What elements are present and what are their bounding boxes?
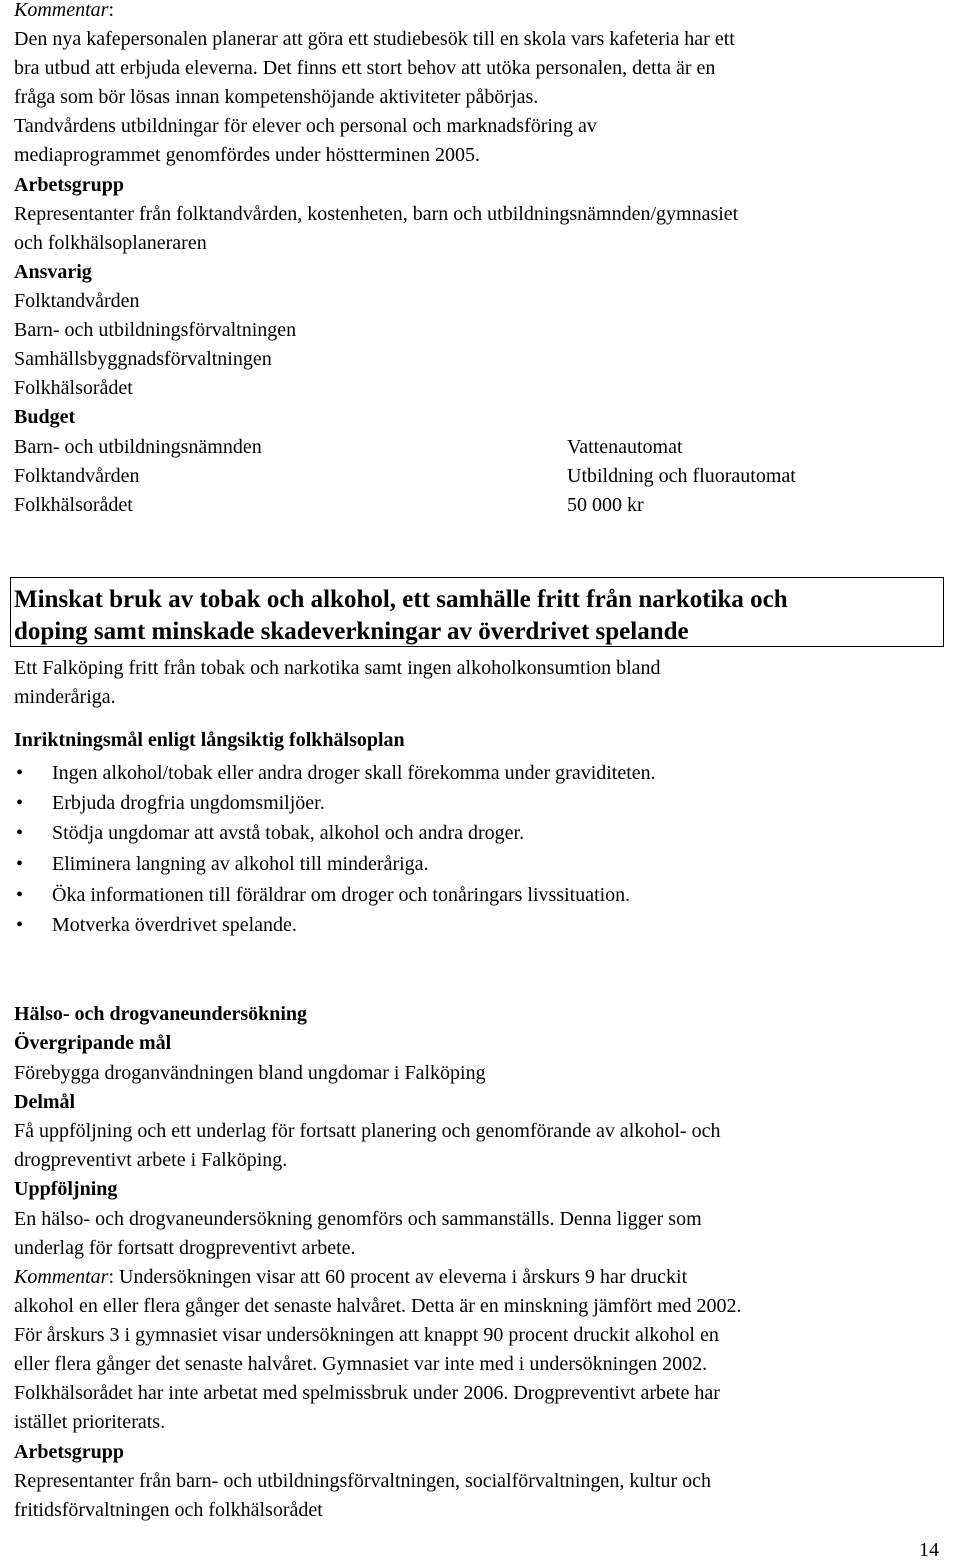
list-item-text: Eliminera langning av alkohol till minderåriga. [52, 853, 429, 875]
list-item-text: Stödja ungdomar att avstå tobak, alkohol och andra droger. [52, 822, 525, 844]
page-number: 14 [919, 1539, 939, 1561]
arbetsgrupp-heading: Arbetsgrupp [14, 174, 125, 196]
budget-heading: Budget [14, 406, 76, 428]
kommentar-line-6: istället prioriterats. [14, 1411, 166, 1433]
section-title-line-2: doping samt minskade skadeverkningar av överdrivet spelande [14, 618, 689, 645]
arbetsgrupp2-heading: Arbetsgrupp [14, 1441, 125, 1463]
ansvarig-heading: Ansvarig [14, 261, 92, 283]
bullet-icon: • [16, 914, 24, 936]
delmal-heading: Delmål [14, 1091, 76, 1113]
uppfoljning-heading: Uppföljning [14, 1178, 118, 1200]
kommentar-line-2: alkohol en eller flera gånger det senaste halvåret. Detta är en minskning jämfört med 2002. [14, 1295, 742, 1317]
overgripande-text: Förebygga droganvändningen bland ungdomar i Falköping [14, 1062, 486, 1084]
overgripande-heading: Övergripande mål [14, 1032, 172, 1054]
budget-left-item: Folkhälsorådet [14, 494, 133, 516]
comment-line-4: Tandvårdens utbildningar för elever och personal och marknadsföring av [14, 115, 597, 137]
comment-label-line [14, 0, 114, 23]
delmal-line-1: Få uppföljning och ett underlag för fortsatt planering och genomförande av alkohol- och [14, 1120, 721, 1142]
arbetsgrupp2-line-2: fritidsförvaltningen och folkhälsorådet [14, 1499, 323, 1521]
uppfoljning-line-1: En hälso- och drogvaneundersökning genomförs och sammanställs. Denna ligger som [14, 1208, 702, 1230]
intro-line-1: Ett Falköping fritt från tobak och narkotika samt ingen alkoholkonsumtion bland [14, 657, 661, 679]
kommentar-line-4: eller flera gånger det senaste halvåret. Gymnasiet var inte med i undersökningen 2002. [14, 1353, 708, 1375]
ansvarig-item: Folkhälsorådet [14, 377, 133, 399]
comment-line-2: bra utbud att erbjuda eleverna. Det finns ett stort behov att utöka personalen, detta är en [14, 57, 716, 79]
section-title-line-1: Minskat bruk av tobak och alkohol, ett samhälle fritt från narkotika och [14, 586, 788, 613]
kommentar-line-5: Folkhälsorådet har inte arbetat med spelmissbruk under 2006. Drogpreventivt arbete har [14, 1382, 720, 1404]
comment-label: Kommentar [14, 0, 109, 21]
comment-line-3: fråga som bör lösas innan kompetenshöjande aktiviteter påbörjas. [14, 86, 539, 108]
comment-colon: : [108, 0, 115, 21]
budget-right-item: Vattenautomat [567, 436, 683, 458]
kommentar-line-3: För årskurs 3 i gymnasiet visar undersökningen att knappt 90 procent druckit alkohol en [14, 1324, 719, 1346]
halso-heading: Hälso- och drogvaneundersökning [14, 1003, 308, 1025]
comment-line-5: mediaprogrammet genomfördes under höstterminen 2005. [14, 144, 480, 166]
comment-line-1: Den nya kafepersonalen planerar att göra ett studiebesök till en skola vars kafeteria har ett [14, 28, 735, 50]
inriktningsmal-heading: Inriktningsmål enligt långsiktig folkhälsoplan [14, 729, 405, 751]
kommentar-line-1 [14, 1264, 687, 1290]
kommentar-label: Kommentar [14, 1266, 109, 1288]
budget-left-item: Barn- och utbildningsnämnden [14, 436, 262, 458]
arbetsgrupp-line-1: Representanter från folktandvården, kostenheten, barn och utbildningsnämnden/gymnasiet [14, 203, 739, 225]
intro-line-2: minderåriga. [14, 686, 116, 708]
list-item-text: Motverka överdrivet spelande. [52, 914, 297, 936]
budget-right-item: Utbildning och fluorautomat [567, 465, 796, 487]
list-item-text: Erbjuda drogfria ungdomsmiljöer. [52, 792, 325, 814]
delmal-line-2: drogpreventivt arbete i Falköping. [14, 1149, 288, 1171]
ansvarig-item: Barn- och utbildningsförvaltningen [14, 319, 297, 341]
list-item-text: Öka informationen till föräldrar om droger och tonåringars livssituation. [52, 884, 631, 906]
ansvarig-item: Samhällsbyggnadsförvaltningen [14, 348, 272, 370]
bullet-icon: • [16, 884, 24, 906]
kommentar-first-text: : Undersökningen visar att 60 procent av eleverna i årskurs 9 har druckit [108, 1266, 688, 1288]
uppfoljning-line-2: underlag för fortsatt drogpreventivt arbete. [14, 1237, 356, 1259]
budget-right-item: 50 000 kr [567, 494, 644, 516]
arbetsgrupp2-line-1: Representanter från barn- och utbildningsförvaltningen, socialförvaltningen, kultur och [14, 1470, 712, 1492]
budget-left-item: Folktandvården [14, 465, 140, 487]
bullet-icon: • [16, 762, 24, 784]
ansvarig-item: Folktandvården [14, 290, 140, 312]
bullet-icon: • [16, 853, 24, 875]
list-item-text: Ingen alkohol/tobak eller andra droger skall förekomma under graviditeten. [52, 762, 656, 784]
arbetsgrupp-line-2: och folkhälsoplaneraren [14, 232, 207, 254]
bullet-icon: • [16, 792, 24, 814]
bullet-icon: • [16, 822, 24, 844]
